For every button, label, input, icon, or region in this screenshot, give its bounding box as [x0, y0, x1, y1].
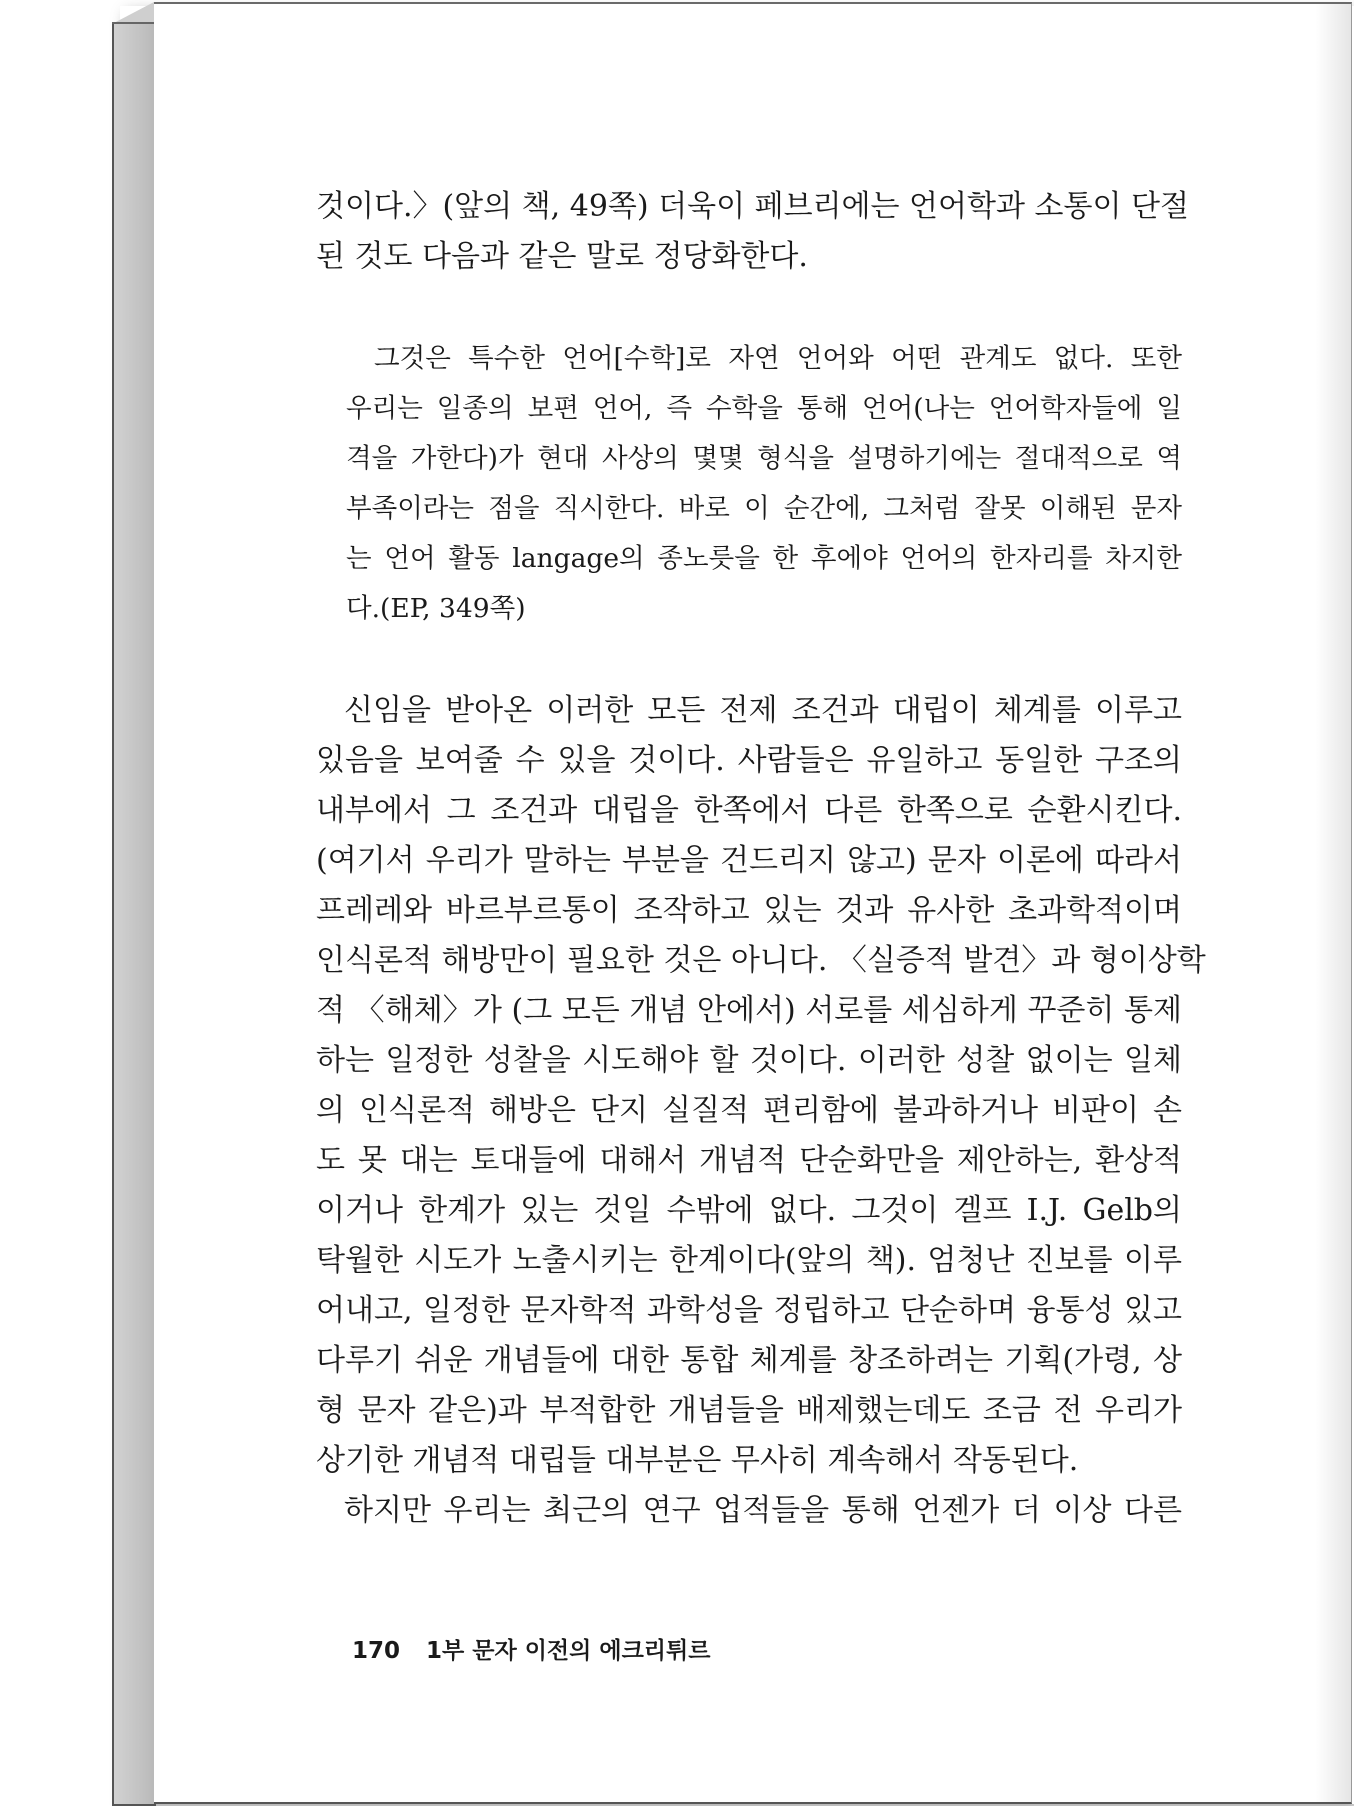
page-footer — [352, 1632, 710, 1665]
text-line: 어내고, 일정한 문자학적 과학성을 정립하고 단순하며 융통성 있고 — [316, 1293, 1182, 1328]
text-line: 상기한 개념적 대립들 대부분은 무사히 계속해서 작동된다. — [316, 1443, 1079, 1478]
text-line: 탁월한 시도가 노출시키는 한계이다(앞의 책). 엄청난 진보를 이루 — [316, 1243, 1182, 1278]
quote-line: 우리는 일종의 보편 언어, 즉 수학을 통해 언어(나는 언어학자들에 일 — [346, 393, 1182, 424]
paragraph-top — [316, 182, 1189, 282]
text-line: (여기서 우리가 말하는 부분을 건드리지 않고) 문자 이론에 따라서 — [316, 843, 1182, 878]
quote-line: 는 언어 활동 langage의 종노릇을 한 후에야 언어의 한자리를 차지한 — [346, 543, 1182, 574]
text-line: 하지만 우리는 최근의 연구 업적들을 통해 언젠가 더 이상 다른 — [344, 1493, 1182, 1528]
quote-line: 그것은 특수한 언어[수학]로 자연 언어와 어떤 관계도 없다. 또한 — [374, 343, 1182, 374]
page-number: 170 — [352, 1638, 401, 1664]
paragraph-main — [316, 686, 1206, 1536]
book-spine-edge — [112, 22, 154, 24]
quote-line: 격을 가한다)가 현대 사상의 몇몇 형식을 설명하기에는 절대적으로 역 — [346, 443, 1182, 474]
quote-line: 부족이라는 점을 직시한다. 바로 이 순간에, 그처럼 잘못 이해된 문자 — [346, 493, 1182, 524]
book-spine-top — [112, 2, 154, 24]
text-line: 적 〈해체〉가 (그 모든 개념 안에서) 서로를 세심하게 꾸준히 통제 — [316, 993, 1182, 1028]
text-line: 있음을 보여줄 수 있을 것이다. 사람들은 유일하고 동일한 구조의 — [316, 743, 1182, 778]
text-line: 이거나 한계가 있는 것일 수밖에 없다. 그것이 겔프 I.J. Gelb의 — [316, 1193, 1182, 1228]
text-line: 의 인식론적 해방은 단지 실질적 편리함에 불과하거나 비판이 손 — [316, 1093, 1182, 1128]
text-line: 것이다.〉(앞의 책, 49쪽) 더욱이 페브리에는 언어학과 소통이 단절 — [316, 189, 1189, 224]
page-edge-shading — [1315, 4, 1351, 1802]
text-line: 형 문자 같은)과 부적합한 개념들을 배제했는데도 조금 전 우리가 — [316, 1393, 1182, 1428]
book-spine — [112, 22, 156, 1806]
text-line: 도 못 대는 토대들에 대해서 개념적 단순화만을 제안하는, 환상적 — [316, 1143, 1182, 1178]
text-line: 하는 일정한 성찰을 시도해야 할 것이다. 이러한 성찰 없이는 일체 — [316, 1043, 1182, 1078]
text-line: 프레레와 바르부르통이 조작하고 있는 것과 유사한 초과학적이며 — [316, 893, 1182, 928]
quote-line: 다.(EP, 349쪽) — [346, 593, 526, 624]
text-line: 내부에서 그 조건과 대립을 한쪽에서 다른 한쪽으로 순환시킨다. — [316, 793, 1182, 828]
text-line: 신임을 받아온 이러한 모든 전제 조건과 대립이 체계를 이루고 — [344, 693, 1182, 728]
section-title: 1부 문자 이전의 에크리튀르 — [426, 1638, 711, 1664]
block-quote — [346, 334, 1182, 634]
text-line: 인식론적 해방만이 필요한 것은 아니다. 〈실증적 발견〉과 형이상학 — [316, 943, 1206, 978]
text-line: 된 것도 다음과 같은 말로 정당화한다. — [316, 239, 808, 274]
text-line: 다루기 쉬운 개념들에 대한 통합 체계를 창조하려는 기획(가령, 상 — [316, 1343, 1182, 1378]
